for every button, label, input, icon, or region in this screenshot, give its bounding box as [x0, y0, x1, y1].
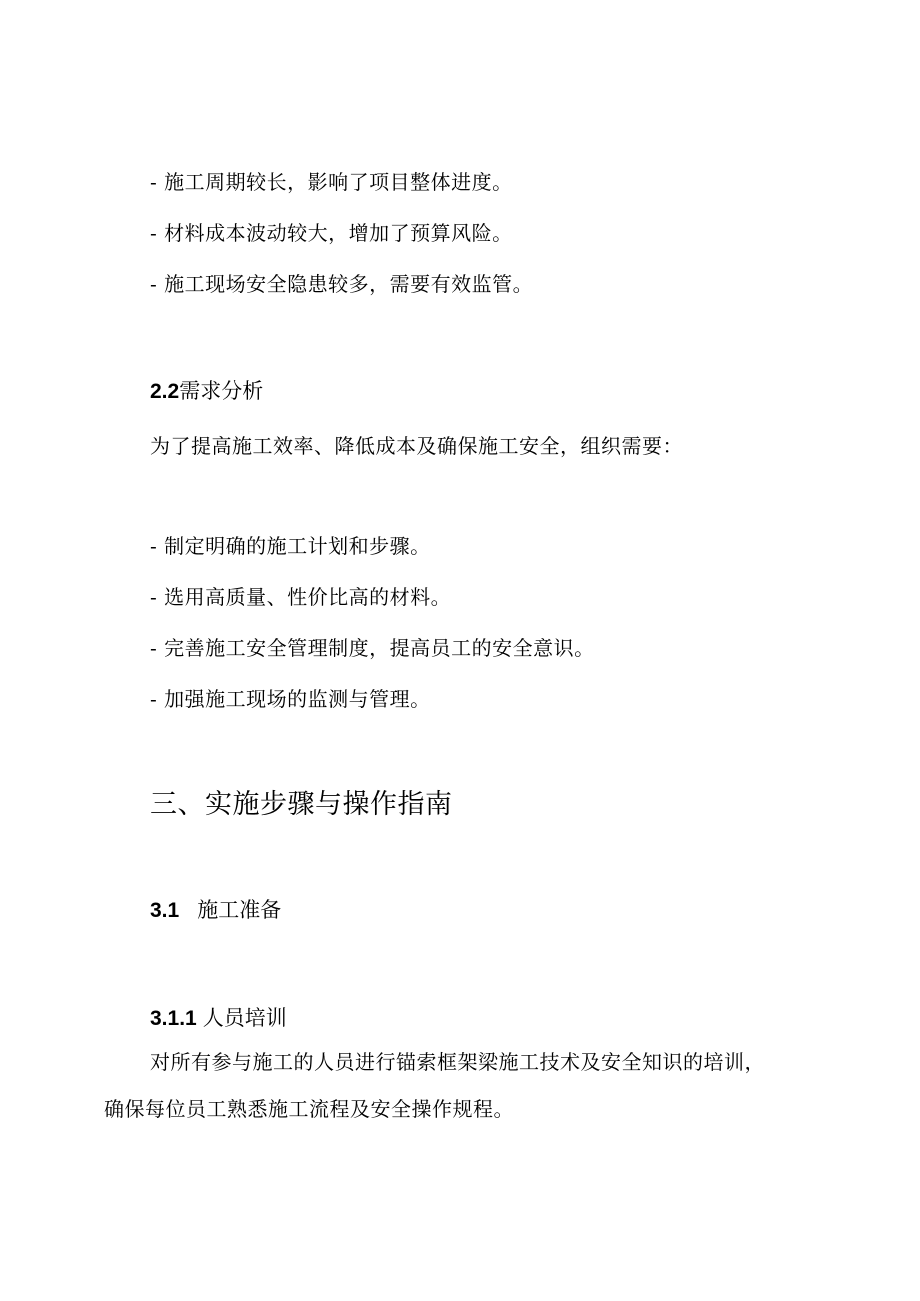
list-item: - 制定明确的施工计划和步骤。 [150, 534, 431, 558]
section-title: 人员培训 [202, 1006, 287, 1030]
chapter-heading: 三、实施步骤与操作指南 [150, 789, 453, 820]
section-number: 2.2 [150, 380, 180, 403]
list-item: - 选用高质量、性价比高的材料。 [150, 585, 452, 609]
section-heading [150, 381, 263, 402]
subsection-heading [150, 1008, 287, 1029]
section-number: 3.1 [150, 899, 180, 922]
paragraph-line: 对所有参与施工的人员进行锚索框架梁施工技术及安全知识的培训， [150, 1050, 765, 1074]
list-item: - 完善施工安全管理制度，提高员工的安全意识。 [150, 636, 595, 660]
section-number: 3.1.1 [150, 1007, 197, 1030]
list-item: - 加强施工现场的监测与管理。 [150, 687, 431, 711]
list-item: - 材料成本波动较大，增加了预算风险。 [150, 221, 513, 245]
section-title: 需求分析 [179, 379, 264, 403]
list-item: - 施工现场安全隐患较多，需要有效监管。 [150, 272, 534, 296]
section-title: 施工准备 [197, 898, 282, 922]
section-heading [150, 900, 281, 921]
paragraph: 为了提高施工效率、降低成本及确保施工安全，组织需要： [150, 434, 683, 458]
list-item: - 施工周期较长，影响了项目整体进度。 [150, 170, 513, 194]
paragraph-line: 确保每位员工熟悉施工流程及安全操作规程。 [104, 1097, 514, 1121]
